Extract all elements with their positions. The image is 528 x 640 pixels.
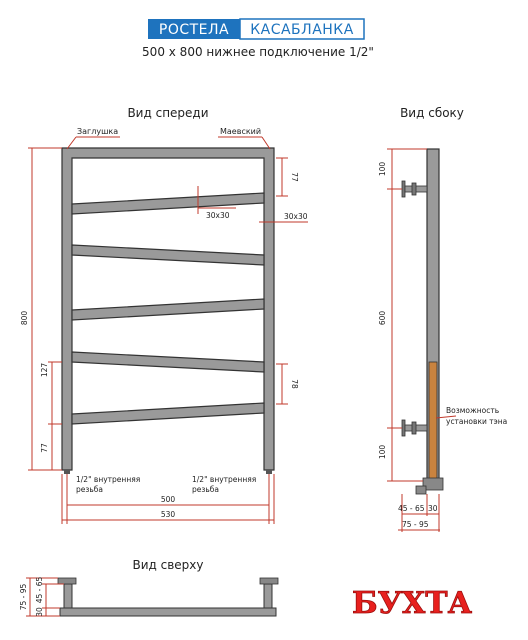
heater-label-line-2: установки тэна	[446, 417, 508, 426]
side-dim-depth-1: 45 - 65	[398, 504, 425, 513]
thread-left-line-2: резьба	[76, 485, 104, 494]
side-dim-top: 100	[378, 161, 387, 177]
brand-right: КАСАБЛАНКА	[250, 22, 354, 38]
subtitle: 500 x 800 нижнее подключение 1/2"	[142, 45, 374, 59]
rung-5	[72, 403, 264, 424]
front-view	[20, 106, 308, 524]
dim-top-gap: 77	[290, 172, 299, 182]
thread-right-line-1: 1/2" внутренняя	[192, 475, 257, 484]
top-dim-a: 75 - 95	[19, 583, 28, 611]
front-view-title: Вид спереди	[127, 106, 209, 120]
rung-1	[72, 193, 264, 214]
rung-3	[72, 299, 264, 320]
dim-width-500: 500	[160, 495, 176, 504]
label-plug: Заглушка	[77, 127, 119, 136]
thread-left-line-1: 1/2" внутренняя	[76, 475, 141, 484]
dim-left-77: 77	[40, 443, 49, 453]
dim-bottom-gap: 78	[290, 379, 299, 389]
dim-height: 800	[20, 310, 29, 326]
top-view-title: Вид сверху	[132, 558, 204, 572]
bottom-fitting	[416, 478, 443, 494]
heater	[429, 362, 437, 480]
label-mayevsky: Маевский	[220, 127, 262, 136]
side-dim-depth-3: 75 - 95	[402, 520, 429, 529]
label-pipe-1: 30x30	[206, 211, 230, 220]
header	[142, 19, 374, 59]
top-dim-c: 45 - 65	[35, 576, 44, 604]
dim-left-127: 127	[40, 362, 49, 378]
side-dim-middle: 600	[378, 310, 387, 326]
bottom-wall-bracket	[402, 420, 427, 436]
side-view	[378, 106, 507, 532]
thread-right-line-2: резьба	[192, 485, 220, 494]
top-view	[19, 558, 278, 617]
dim-width-530: 530	[160, 510, 176, 519]
left-connection	[64, 470, 70, 474]
top-wall-bracket	[402, 181, 427, 197]
top-dim-b: 30	[35, 607, 44, 617]
label-pipe-2: 30x30	[284, 212, 308, 221]
top-view-shape	[58, 578, 278, 616]
side-dim-depth-2: 30	[428, 504, 438, 513]
logo-text: БУХТА	[351, 586, 473, 621]
rungs	[72, 193, 264, 424]
right-connection	[266, 470, 272, 474]
side-view-title: Вид сбоку	[400, 106, 464, 120]
heater-label-line-1: Возможность	[446, 406, 500, 415]
logo-bukhta	[352, 586, 473, 621]
rung-4	[72, 352, 264, 372]
brand-left: РОСТЕЛА	[158, 22, 230, 38]
rung-2	[72, 245, 264, 265]
side-dim-bottom: 100	[378, 444, 387, 460]
